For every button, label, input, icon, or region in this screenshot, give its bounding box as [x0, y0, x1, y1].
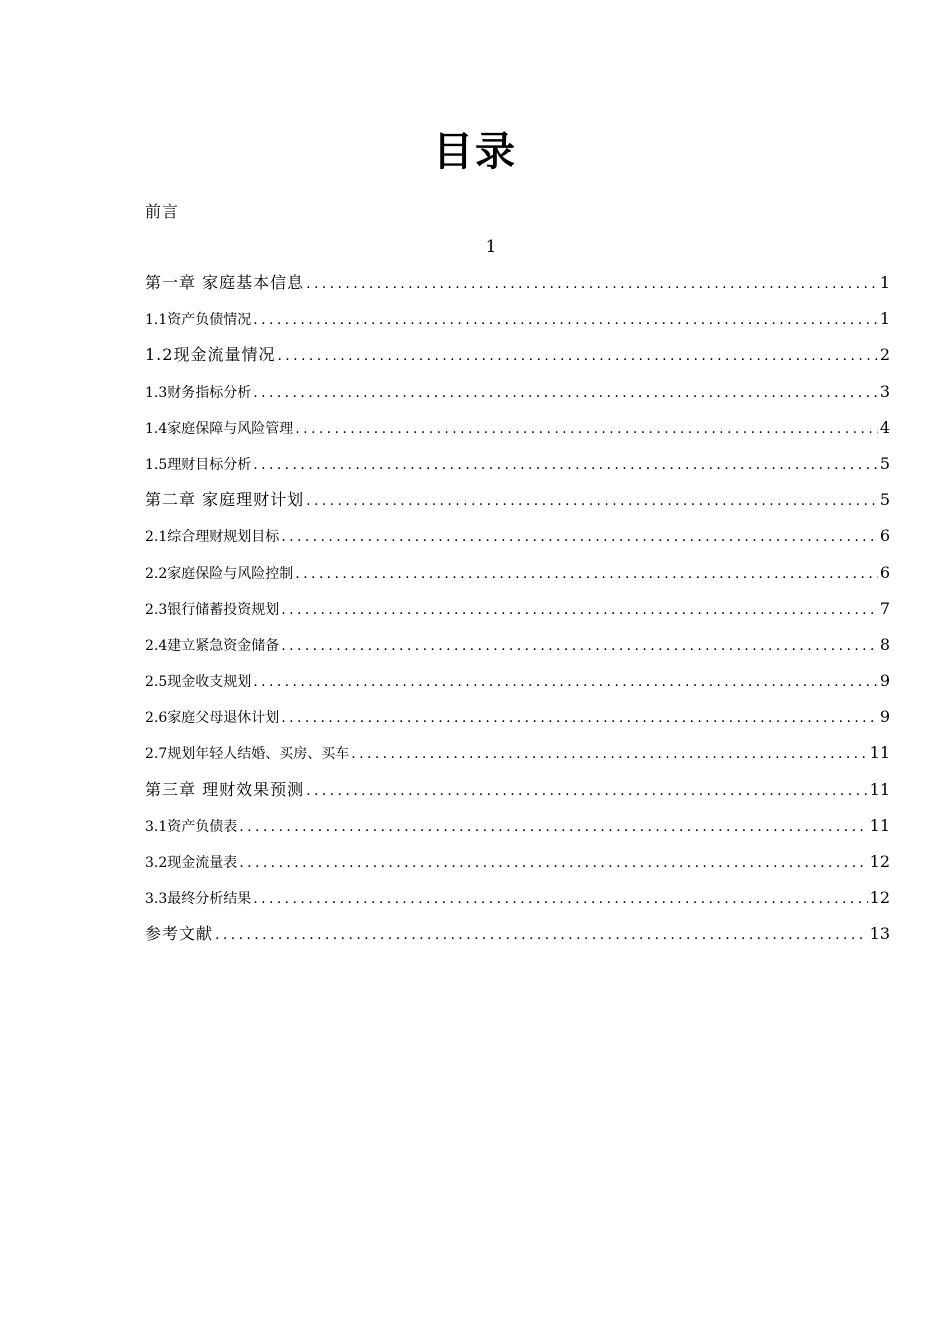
toc-dot-leader	[253, 671, 878, 693]
toc-entry-page-number: 6	[879, 526, 890, 546]
toc-dot-leader	[351, 743, 867, 765]
toc-dot-leader	[281, 635, 878, 657]
toc-dot-leader	[253, 888, 867, 910]
toc-entry-label: 3.2现金流量表	[145, 855, 238, 871]
toc-entry[interactable]	[145, 815, 890, 851]
toc-entry[interactable]	[145, 634, 890, 670]
toc-dot-leader	[277, 345, 877, 367]
toc-entry[interactable]	[145, 417, 890, 453]
toc-entry[interactable]	[145, 272, 890, 308]
toc-entry-label: 第一章 家庭基本信息	[145, 273, 305, 292]
toc-dot-leader	[306, 490, 878, 512]
toc-entry-page-number: 12	[869, 888, 890, 908]
toc-entry-label: 第二章 家庭理财计划	[145, 490, 305, 510]
toc-entry-label: 2.2家庭保险与风险控制	[145, 565, 294, 582]
toc-entry-label: 2.4建立紧急资金储备	[145, 637, 280, 654]
toc-dot-leader	[306, 780, 868, 802]
toc-entry-page-number: 1	[879, 273, 890, 292]
toc-entry-page-number: 4	[879, 417, 890, 437]
toc-entry-page-number: 12	[869, 852, 890, 871]
toc-entry[interactable]	[145, 779, 890, 815]
toc-entry-label: 3.3最终分析结果	[145, 891, 252, 908]
toc-dot-leader	[253, 454, 878, 476]
toc-dot-leader	[281, 599, 878, 621]
toc-entry-page-number: 2	[879, 345, 890, 365]
toc-dot-leader	[239, 852, 867, 874]
toc-entry-label: 2.7规划年轻人结婚、买房、买车	[145, 746, 350, 763]
toc-entry[interactable]	[145, 525, 890, 561]
toc-entry[interactable]	[145, 381, 890, 417]
toc-entry[interactable]	[145, 453, 890, 489]
toc-entry[interactable]	[145, 308, 890, 344]
toc-entry-page-number: 7	[879, 598, 890, 618]
toc-entry-page-number: 1	[879, 309, 890, 329]
toc-entry-page-number: 9	[879, 671, 890, 691]
toc-dot-leader	[281, 707, 878, 729]
toc-entry-label: 1.5理财目标分析	[145, 456, 252, 473]
toc-entry-page-number: 8	[879, 634, 890, 654]
toc-entry-label: 2.6家庭父母退休计划	[145, 710, 280, 727]
toc-dot-leader	[295, 418, 878, 440]
toc-entry[interactable]	[145, 562, 890, 598]
toc-entry[interactable]	[145, 344, 890, 380]
toc-preface-page: 1	[485, 237, 497, 257]
toc-entry-page-number: 6	[879, 562, 890, 582]
toc-dot-leader	[215, 924, 868, 946]
toc-entry-label: 1.4家庭保障与风险管理	[145, 420, 294, 437]
toc-dot-leader	[239, 816, 867, 838]
toc-entry-page-number: 11	[869, 779, 890, 799]
toc-entry-page-number: 13	[869, 924, 890, 944]
toc-entry-page-number: 9	[879, 707, 890, 727]
toc-entry-label: 1.1资产负债情况	[145, 312, 252, 329]
toc-entry-page-number: 5	[879, 453, 890, 473]
toc-entry[interactable]	[145, 670, 890, 706]
toc-entry-page-number: 11	[869, 743, 890, 763]
toc-entry[interactable]	[145, 706, 890, 742]
toc-entry-label: 2.1综合理财规划目标	[145, 529, 280, 546]
toc-entry[interactable]	[145, 923, 890, 959]
toc-dot-leader	[281, 526, 878, 548]
toc-entry-label: 参考文献	[145, 924, 214, 944]
toc-entry-page-number: 11	[869, 815, 890, 835]
toc-entry[interactable]	[145, 598, 890, 634]
toc-title: 目录	[433, 129, 517, 175]
toc-entry-label: 3.1资产负债表	[145, 818, 238, 835]
toc-dot-leader	[253, 309, 878, 331]
toc-entry[interactable]	[145, 489, 890, 525]
toc-entry[interactable]	[145, 851, 890, 887]
toc-preface-label[interactable]: 前言	[145, 202, 180, 221]
toc-entry-page-number: 5	[879, 490, 890, 510]
toc-dot-leader	[253, 382, 878, 404]
toc-entry-page-number: 3	[879, 381, 890, 401]
toc-entry-label: 2.5现金收支规划	[145, 674, 252, 691]
toc-entry-label: 1.2现金流量情况	[145, 345, 276, 365]
toc-dot-leader	[295, 563, 878, 585]
toc-entry-label: 第三章 理财效果预测	[145, 779, 305, 799]
toc-entry-label: 2.3银行储蓄投资规划	[145, 601, 280, 618]
toc-dot-leader	[306, 273, 878, 295]
toc-entry-label: 1.3财务指标分析	[145, 384, 252, 401]
toc-entry[interactable]	[145, 887, 890, 923]
toc-entry[interactable]	[145, 742, 890, 778]
toc-list	[145, 272, 890, 960]
